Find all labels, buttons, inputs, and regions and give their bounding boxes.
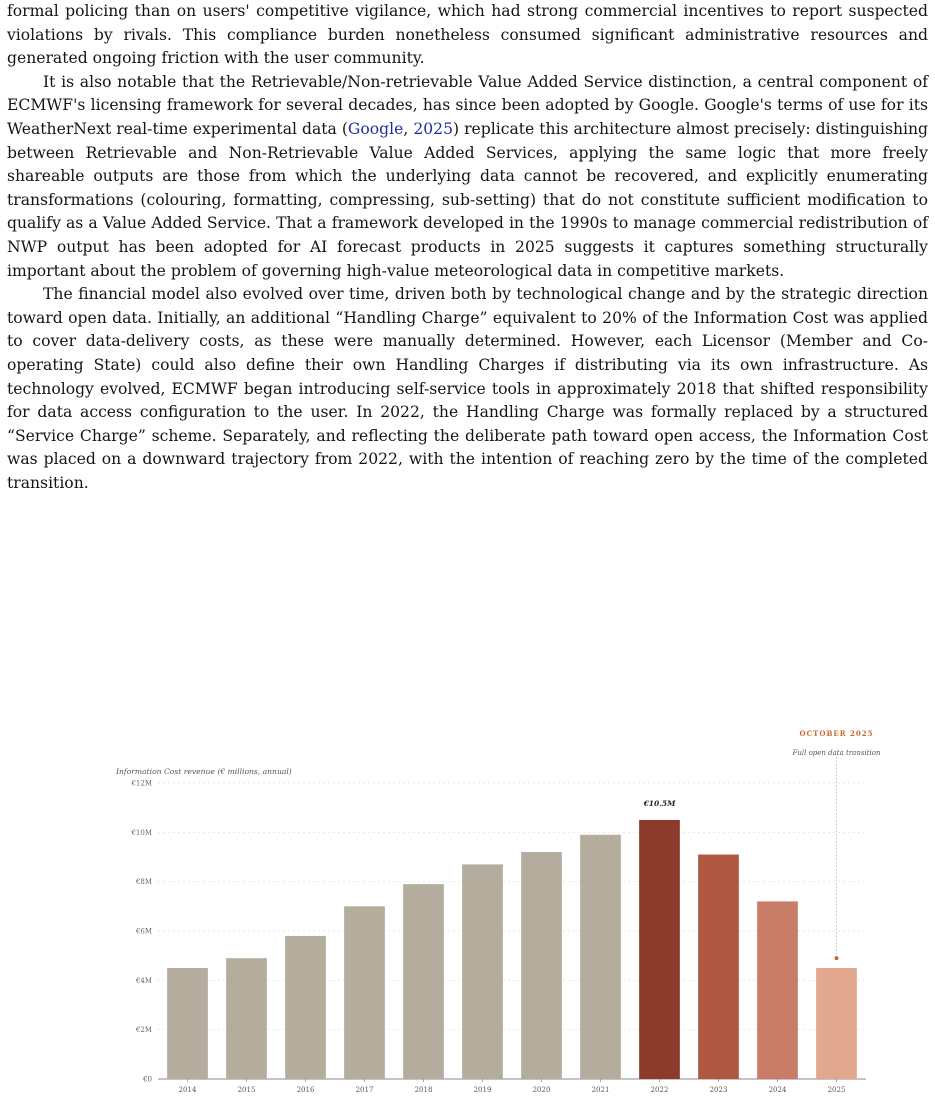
peak-value-label: €10.5M	[643, 799, 676, 808]
x-tick-label: 2014	[178, 1086, 197, 1094]
y-tick-label: €12M	[131, 779, 152, 788]
bar-2019	[462, 864, 503, 1079]
y-tick-label: €10M	[131, 828, 152, 837]
annotation-marker	[835, 956, 839, 960]
bar-2018	[403, 884, 444, 1079]
chart-axes	[158, 1079, 866, 1082]
paragraph-2-text-b: ) replicate this architecture almost precisely: distinguishing between Retrievable and Non-Retrievable Value Added Services, applying the same logic that more freely shareable outputs are those from which the underlying data cannot be recovered, and explicitly enumerating transformations (colouring, formatting, compressing, sub-setting) that do not constitute sufficient modification to qualify as a Value Added Service. That a framework developed in the 1990s to manage commercial redistribution of NWP output has been adopted for AI forecast products in 2025 suggests it captures something structurally important about the problem of governing high-value meteorological data in competitive markets.	[7, 119, 929, 280]
y-axis-title: Information Cost revenue (€ millions, annual)	[116, 767, 292, 776]
x-tick-label: 2022	[650, 1086, 669, 1094]
bar-2020	[521, 852, 562, 1079]
paragraph-2	[7, 71, 928, 283]
bar-2016	[285, 936, 326, 1079]
bar-2017	[344, 906, 385, 1079]
revenue-bar-chart	[0, 700, 935, 1102]
citation-separator: ,	[403, 119, 414, 138]
x-tick-label: 2025	[827, 1086, 846, 1094]
y-tick-label: €8M	[135, 878, 152, 887]
y-tick-label: €2M	[135, 1026, 152, 1035]
x-tick-label: 2020	[532, 1086, 551, 1094]
x-tick-label: 2017	[355, 1086, 374, 1094]
bar-2021	[580, 835, 621, 1079]
paragraph-3: The financial model also evolved over time, driven both by technological change and by the strategic direction toward open data. Initially, an additional “Handling Charge” equivalent to 20% of the Information Cost was applied to cover data-delivery costs, as these were manually determined. However, each Licensor (Member and Co-operating State) could also define their own Handling Charges if distributing via its own infrastructure. As technology evolved, ECMWF began introducing self-service tools in approximately 2018 that shifted responsibility for data access configuration to the user. In 2022, the Handling Charge was formally replaced by a structured “Service Charge” scheme. Separately, and reflecting the deliberate path toward open access, the Information Cost was placed on a downward trajectory from 2022, with the intention of reaching zero by the time of the completed transition.	[7, 285, 928, 492]
bar-2014	[167, 968, 208, 1079]
x-tick-label: 2018	[414, 1086, 433, 1094]
bar-2024	[757, 901, 798, 1079]
x-tick-label: 2019	[473, 1086, 492, 1094]
bar-2025	[816, 968, 857, 1079]
bar-2022	[639, 820, 680, 1079]
x-tick-label: 2024	[768, 1086, 787, 1094]
citation-link-year[interactable]: 2025	[413, 119, 454, 138]
paragraph-2-text-a: It is also notable that the Retrievable/Non-retrievable Value Added Service distinction, a central component of ECMWF's licensing framework for several decades, has since been adopted by Google. Google's terms of use for its WeatherNext real-time experimental data (	[7, 72, 928, 138]
bar-2023	[698, 855, 739, 1079]
chart-bars	[167, 820, 857, 1079]
y-tick-label: €4M	[135, 976, 152, 985]
annotation-subtitle: Full open data transition	[792, 749, 881, 757]
x-tick-label: 2015	[237, 1086, 256, 1094]
y-tick-label: €0	[143, 1075, 152, 1084]
bar-2015	[226, 958, 267, 1079]
x-tick-label: 2021	[591, 1086, 610, 1094]
x-tick-label: 2016	[296, 1086, 315, 1094]
body-text	[7, 0, 928, 495]
x-tick-label: 2023	[709, 1086, 728, 1094]
citation-link-author[interactable]: Google	[347, 119, 404, 138]
annotation-title: OCTOBER 2025	[799, 729, 874, 738]
paragraph-1: formal policing than on users' competitive vigilance, which had strong commercial incentives to report suspected violations by rivals. This compliance burden nonetheless consumed significant administrative resources and generated ongoing friction with the user community.	[7, 2, 928, 68]
y-tick-label: €6M	[135, 927, 152, 936]
